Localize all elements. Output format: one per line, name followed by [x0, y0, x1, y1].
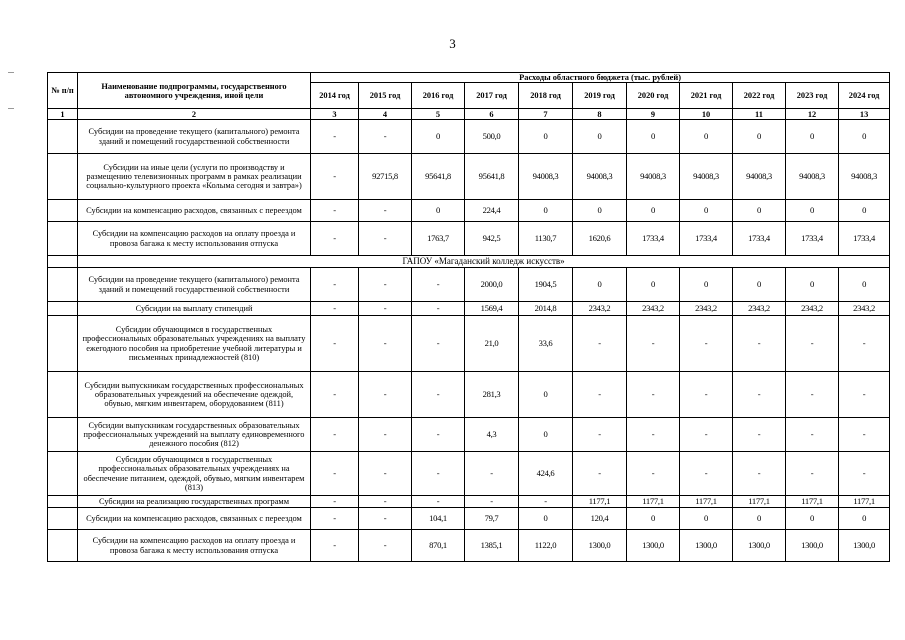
row-value: 1300,0 [839, 530, 890, 562]
row-value: 1733,4 [627, 222, 680, 256]
row-value: 1385,1 [465, 530, 519, 562]
row-name: Субсидии обучающимся в государственных профессиональных образовательных учреждениях на обеспечение питанием, одеждой, обувью, мягким инвентарем (813) [78, 452, 311, 496]
row-value: 0 [627, 120, 680, 154]
table-body-a [48, 120, 890, 256]
column-number-row [48, 109, 890, 120]
column-number: 12 [786, 109, 839, 120]
row-value: - [733, 372, 786, 418]
row-value: - [680, 452, 733, 496]
row-value: - [733, 316, 786, 372]
header-year: 2020 год [627, 83, 680, 109]
column-number: 13 [839, 109, 890, 120]
row-value: 1177,1 [627, 496, 680, 508]
row-value: 94008,3 [680, 154, 733, 200]
header-name: Наименование подпрограммы, государственного автономного учреждения, иной цели [78, 73, 311, 109]
row-value: - [311, 508, 359, 530]
row-value: 942,5 [465, 222, 519, 256]
margin-mark [8, 72, 14, 73]
row-value: 21,0 [465, 316, 519, 372]
row-value: 0 [680, 120, 733, 154]
row-value: 0 [412, 120, 465, 154]
row-value: 0 [627, 268, 680, 302]
row-name: Субсидии на компенсацию расходов на оплату проезда и провоза багажа к месту использования отпуска [78, 222, 311, 256]
header-expenses: Расходы областного бюджета (тыс. рублей) [311, 73, 890, 83]
row-value: - [311, 418, 359, 452]
column-number: 1 [48, 109, 78, 120]
row-value: 2343,2 [680, 302, 733, 316]
budget-table-container [47, 72, 886, 562]
margin-mark [8, 108, 14, 109]
row-number [48, 452, 78, 496]
row-value: 1300,0 [680, 530, 733, 562]
row-name: Субсидии обучающимся в государственных профессиональных образовательных учреждениях на выплату ежегодного пособия на приобретение учебной литературы и письменных принадлежностей (810) [78, 316, 311, 372]
row-value: - [680, 418, 733, 452]
column-number: 8 [573, 109, 627, 120]
table-row [48, 418, 890, 452]
row-value: 870,1 [412, 530, 465, 562]
row-value: 1300,0 [733, 530, 786, 562]
row-value: 0 [627, 508, 680, 530]
header-num: № п/п [48, 73, 78, 109]
row-value: 1300,0 [786, 530, 839, 562]
row-value: 1177,1 [786, 496, 839, 508]
row-value: 1122,0 [519, 530, 573, 562]
row-value: 0 [733, 120, 786, 154]
row-name: Субсидии на проведение текущего (капитального) ремонта зданий и помещений государственной собственности [78, 268, 311, 302]
row-value: 224,4 [465, 200, 519, 222]
header-year: 2019 год [573, 83, 627, 109]
row-value: 1620,6 [573, 222, 627, 256]
row-value: - [412, 418, 465, 452]
row-value: - [573, 372, 627, 418]
row-value: - [839, 418, 890, 452]
row-value: 1904,5 [519, 268, 573, 302]
row-value: - [359, 372, 412, 418]
row-name: Субсидии на реализацию государственных программ [78, 496, 311, 508]
row-value: - [359, 452, 412, 496]
row-value: - [786, 372, 839, 418]
row-value: - [839, 372, 890, 418]
row-value: - [359, 496, 412, 508]
row-value: 94008,3 [786, 154, 839, 200]
table-row [48, 452, 890, 496]
table-row [48, 154, 890, 200]
row-value: 1569,4 [465, 302, 519, 316]
row-value: - [519, 496, 573, 508]
row-value: - [359, 120, 412, 154]
row-value: 4,3 [465, 418, 519, 452]
row-number [48, 222, 78, 256]
row-number [48, 154, 78, 200]
row-value: - [786, 316, 839, 372]
row-value: 1177,1 [733, 496, 786, 508]
table-row [48, 200, 890, 222]
row-name: Субсидии выпускникам государственных образовательных профессиональных учреждений на выплату единовременного денежного пособия (812) [78, 418, 311, 452]
row-value: 1733,4 [680, 222, 733, 256]
table-row [48, 316, 890, 372]
row-value: - [680, 372, 733, 418]
row-value: 1300,0 [627, 530, 680, 562]
column-number: 6 [465, 109, 519, 120]
row-value: - [465, 452, 519, 496]
row-value: 2014,8 [519, 302, 573, 316]
page-number: 3 [449, 36, 456, 51]
budget-table [47, 72, 890, 562]
row-value: 1300,0 [573, 530, 627, 562]
row-value: - [359, 222, 412, 256]
column-number: 7 [519, 109, 573, 120]
row-value: 92715,8 [359, 154, 412, 200]
row-value: 95641,8 [412, 154, 465, 200]
row-value: - [733, 418, 786, 452]
row-number [48, 120, 78, 154]
row-value: - [627, 418, 680, 452]
header-year: 2021 год [680, 83, 733, 109]
column-number: 2 [78, 109, 311, 120]
row-number [48, 418, 78, 452]
row-value: - [786, 418, 839, 452]
row-name: Субсидии на компенсацию расходов на оплату проезда и провоза багажа к месту использования отпуска [78, 530, 311, 562]
row-value: - [573, 316, 627, 372]
row-value: 1130,7 [519, 222, 573, 256]
row-value: 0 [839, 508, 890, 530]
row-value: 79,7 [465, 508, 519, 530]
row-value: - [412, 302, 465, 316]
row-value: 1733,4 [733, 222, 786, 256]
column-number: 3 [311, 109, 359, 120]
row-number [48, 530, 78, 562]
row-value: 0 [519, 508, 573, 530]
row-value: - [311, 268, 359, 302]
row-value: - [573, 418, 627, 452]
row-value: - [311, 200, 359, 222]
row-name: Субсидии на компенсацию расходов, связанных с переездом [78, 200, 311, 222]
row-value: 0 [680, 200, 733, 222]
row-value: 0 [786, 268, 839, 302]
row-value: 0 [839, 200, 890, 222]
row-number [48, 508, 78, 530]
row-value: - [627, 372, 680, 418]
row-number [48, 200, 78, 222]
row-value: 104,1 [412, 508, 465, 530]
row-value: 2343,2 [786, 302, 839, 316]
column-number: 11 [733, 109, 786, 120]
row-value: 0 [519, 418, 573, 452]
row-value: 0 [519, 120, 573, 154]
row-value: 0 [412, 200, 465, 222]
row-value: - [359, 418, 412, 452]
row-value: 0 [680, 508, 733, 530]
row-value: - [412, 496, 465, 508]
header-year: 2014 год [311, 83, 359, 109]
row-value: 0 [733, 508, 786, 530]
row-value: 94008,3 [519, 154, 573, 200]
table-row [48, 508, 890, 530]
row-value: 1763,7 [412, 222, 465, 256]
row-value: 0 [680, 268, 733, 302]
section-num-cell [48, 256, 78, 268]
row-name: Субсидии выпускникам государственных профессиональных образовательных учреждений на обеспечение одеждой, обувью, мягким инвентарем, оборудованием (811) [78, 372, 311, 418]
row-value: 0 [786, 200, 839, 222]
row-value: - [359, 508, 412, 530]
row-value: - [412, 452, 465, 496]
table-row [48, 530, 890, 562]
row-value: - [465, 496, 519, 508]
row-value: 0 [839, 268, 890, 302]
header-year: 2015 год [359, 83, 412, 109]
table-row [48, 120, 890, 154]
row-value: 0 [839, 120, 890, 154]
row-value: 2343,2 [627, 302, 680, 316]
row-value: - [627, 316, 680, 372]
table-row [48, 268, 890, 302]
row-value: - [412, 268, 465, 302]
row-number [48, 268, 78, 302]
row-value: - [627, 452, 680, 496]
table-section [48, 256, 890, 268]
row-number [48, 372, 78, 418]
row-value: - [359, 268, 412, 302]
header-year: 2017 год [465, 83, 519, 109]
row-number [48, 496, 78, 508]
row-value: - [311, 154, 359, 200]
header-year: 2018 год [519, 83, 573, 109]
row-value: 2343,2 [733, 302, 786, 316]
row-value: 0 [573, 120, 627, 154]
row-value: 1177,1 [680, 496, 733, 508]
column-number: 9 [627, 109, 680, 120]
column-number: 4 [359, 109, 412, 120]
row-number [48, 316, 78, 372]
row-name: Субсидии на выплату стипендий [78, 302, 311, 316]
row-value: - [311, 452, 359, 496]
header-year: 2024 год [839, 83, 890, 109]
row-value: 0 [786, 120, 839, 154]
row-value: 33,6 [519, 316, 573, 372]
header-year: 2022 год [733, 83, 786, 109]
row-value: - [359, 302, 412, 316]
row-value: 500,0 [465, 120, 519, 154]
row-value: - [412, 372, 465, 418]
row-value: 1733,4 [839, 222, 890, 256]
row-name: Субсидии на компенсацию расходов, связанных с переездом [78, 508, 311, 530]
row-value: 0 [519, 200, 573, 222]
table-row [48, 496, 890, 508]
row-value: - [359, 530, 412, 562]
table-body-b [48, 268, 890, 562]
row-value: 120,4 [573, 508, 627, 530]
row-value: - [412, 316, 465, 372]
row-value: 281,3 [465, 372, 519, 418]
row-value: 424,6 [519, 452, 573, 496]
column-number: 10 [680, 109, 733, 120]
row-value: 0 [733, 200, 786, 222]
row-value: 2343,2 [573, 302, 627, 316]
row-value: 2343,2 [839, 302, 890, 316]
row-value: - [311, 372, 359, 418]
row-value: 0 [573, 268, 627, 302]
row-value: 0 [573, 200, 627, 222]
column-number: 5 [412, 109, 465, 120]
row-value: - [680, 316, 733, 372]
row-value: 2000,0 [465, 268, 519, 302]
row-value: - [311, 496, 359, 508]
row-name: Субсидии на иные цели (услуги по производству и размещению телевизионных программ в рамках реализации социально-культурного проекта «Колыма сегодня и завтра») [78, 154, 311, 200]
table-row [48, 372, 890, 418]
header-year: 2016 год [412, 83, 465, 109]
row-value: - [311, 302, 359, 316]
row-value: - [359, 316, 412, 372]
row-value: - [311, 530, 359, 562]
row-value: - [786, 452, 839, 496]
row-value: - [311, 222, 359, 256]
row-value: - [839, 316, 890, 372]
row-value: 94008,3 [733, 154, 786, 200]
table-row [48, 222, 890, 256]
row-value: 0 [733, 268, 786, 302]
row-value: - [359, 200, 412, 222]
table-row [48, 302, 890, 316]
row-value: - [733, 452, 786, 496]
row-value: - [311, 316, 359, 372]
row-name: Субсидии на проведение текущего (капитального) ремонта зданий и помещений государственной собственности [78, 120, 311, 154]
row-value: 94008,3 [573, 154, 627, 200]
row-value: 0 [627, 200, 680, 222]
section-title: ГАПОУ «Магаданский колледж искусств» [78, 256, 890, 268]
row-value: - [311, 120, 359, 154]
row-value: - [573, 452, 627, 496]
row-value: 1177,1 [573, 496, 627, 508]
row-value: 94008,3 [839, 154, 890, 200]
row-value: 95641,8 [465, 154, 519, 200]
row-number [48, 302, 78, 316]
row-value: - [839, 452, 890, 496]
row-value: 0 [519, 372, 573, 418]
row-value: 1733,4 [786, 222, 839, 256]
header-year: 2023 год [786, 83, 839, 109]
row-value: 1177,1 [839, 496, 890, 508]
row-value: 0 [786, 508, 839, 530]
row-value: 94008,3 [627, 154, 680, 200]
